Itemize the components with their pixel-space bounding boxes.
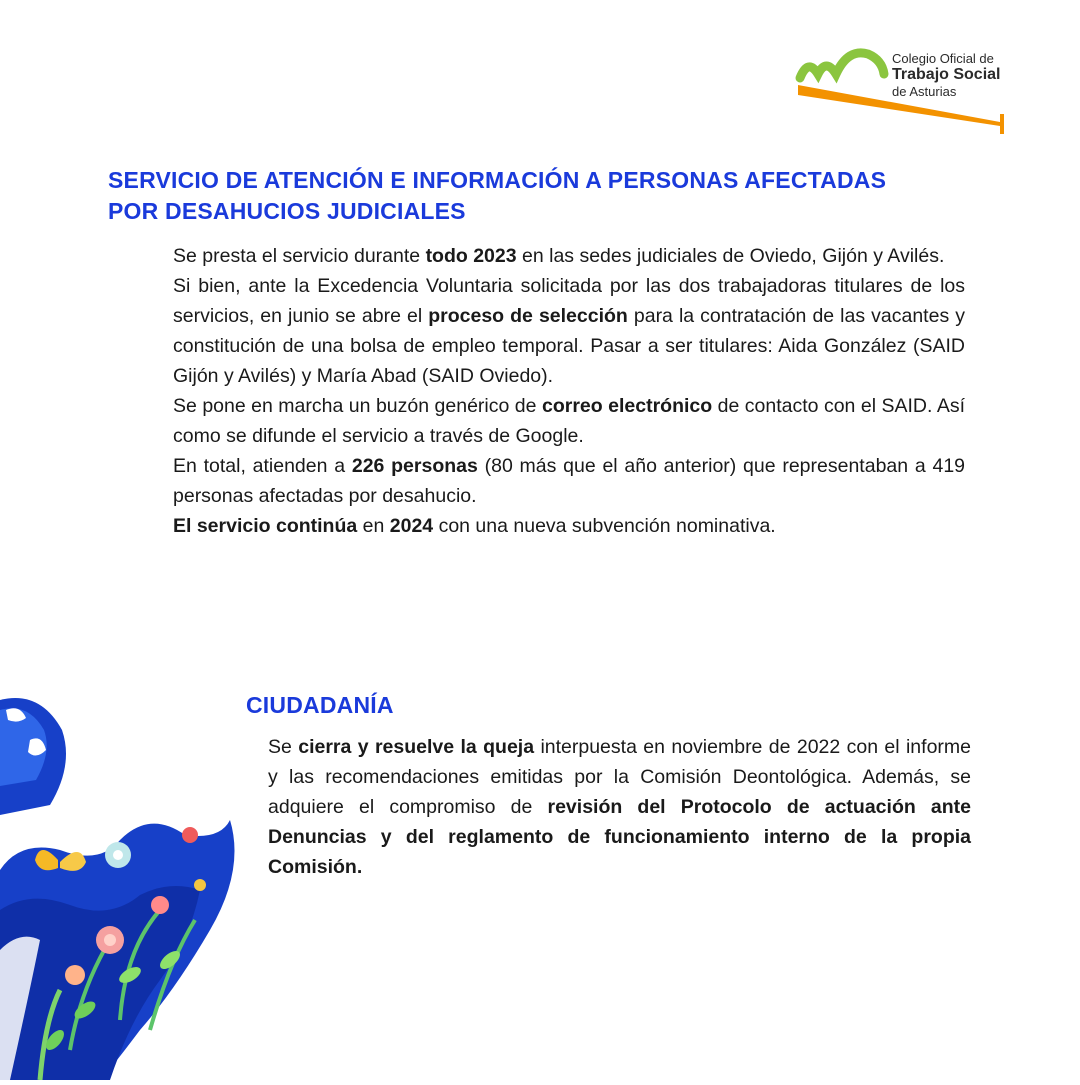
- text: en las sedes judiciales de Oviedo, Gijón y Avilés.: [516, 245, 945, 267]
- bold-text: El servicio continúa: [173, 515, 358, 537]
- text: Se pone en marcha un buzón genérico de: [173, 395, 542, 417]
- paragraph: [268, 732, 971, 882]
- text: Se presta el servicio durante: [173, 245, 426, 267]
- paragraph: [173, 451, 965, 511]
- bold-text: todo 2023: [425, 245, 517, 267]
- logo-line-2: Trabajo Social: [892, 66, 1001, 83]
- section-title-line-1: SERVICIO DE ATENCIÓN E INFORMACIÓN A PERSONAS AFECTADAS: [108, 167, 887, 193]
- bold-text: cierra y resuelve la queja: [298, 736, 535, 758]
- text: Se: [268, 736, 299, 758]
- paragraph: [173, 271, 965, 391]
- text: Si bien, ante la Excedencia Voluntaria solicitada por las dos trabajadoras titulares de los servicios, en junio se abre el: [173, 275, 965, 327]
- logo: [790, 40, 1015, 140]
- section-title-line-2: POR DESAHUCIOS JUDICIALES: [108, 198, 466, 224]
- text: con una nueva subvención nominativa.: [433, 515, 776, 537]
- bold-text: correo electrónico: [541, 395, 713, 417]
- bold-text: 226 personas: [351, 455, 478, 477]
- paragraph: [173, 511, 965, 541]
- logo-line-3: de Asturias: [892, 84, 957, 99]
- logo-line-1: Colegio Oficial de: [892, 51, 994, 66]
- section-body-ciudadania: [268, 732, 971, 882]
- text: (80 más que el año anterior) que representaban a 419 personas afectadas por desahucio.: [173, 455, 966, 507]
- section-title-desahucios: [108, 165, 1008, 227]
- bold-text: 2024: [389, 515, 434, 537]
- bold-text: revisión del Protocolo de actuación ante Denuncias y del reglamento de funcionamiento interno de la propia Comisión.: [268, 796, 971, 878]
- text: En total, atienden a: [173, 455, 352, 477]
- bold-text: proceso de selección: [428, 305, 628, 327]
- text: para la contratación de las vacantes y constitución de una bolsa de empleo temporal. Pasar a ser titulares: Aida González (SAID Gijón y Avilés) y María Abad (SAID Oviedo).: [173, 305, 965, 387]
- paragraph: [173, 391, 965, 451]
- paragraph: [173, 241, 965, 271]
- section-body-desahucios: [173, 241, 965, 541]
- illustration: [0, 690, 250, 1080]
- section-title-ciudadania: CIUDADANÍA: [246, 692, 394, 718]
- text: en: [357, 515, 390, 537]
- text: de contacto con el SAID. Así como se difunde el servicio a través de Google.: [173, 395, 965, 447]
- hand-flowers-illustration-icon: [0, 690, 250, 1080]
- text: interpuesta en noviembre de 2022 con el informe y las recomendaciones emitidas por la Comisión Deontológica. Además, se adquiere el compromiso de: [268, 736, 971, 818]
